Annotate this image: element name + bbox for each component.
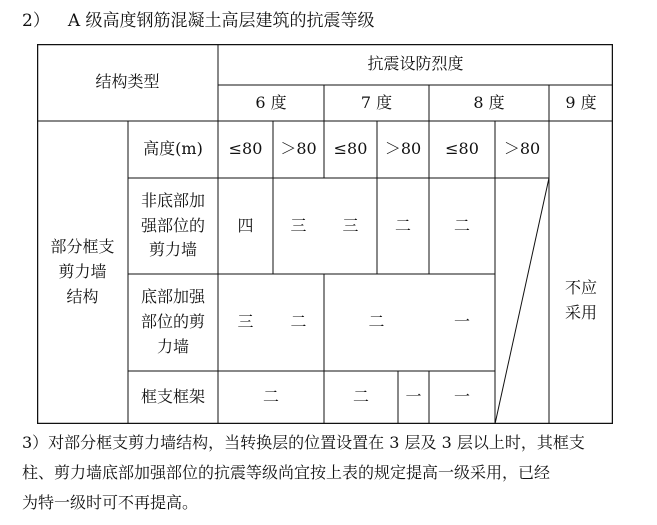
- height-cell: ＞80: [503, 139, 541, 159]
- intensity-6: 6 度: [255, 92, 287, 112]
- seismic-grade-table: [37, 44, 613, 424]
- label-line: 力墙: [156, 336, 189, 356]
- grade-cell: 二: [290, 312, 307, 332]
- grade-cell: 二: [368, 312, 385, 332]
- heading-number: 2）: [22, 11, 50, 31]
- note-line: 采用: [564, 303, 597, 322]
- height-cell: ≤80: [228, 139, 263, 159]
- nine-degree-note: [549, 178, 613, 424]
- footnote-line: 柱、剪力墙底部加强部位的抗震等级尚宜按上表的规定提高一级采用，已经: [22, 463, 551, 482]
- group-label-line: 结构: [66, 286, 99, 306]
- frame-row-label: 框支框架: [140, 387, 205, 407]
- intensity-7: 7 度: [360, 92, 393, 112]
- grade-cell: 二: [262, 387, 279, 407]
- footnote-line: 为特一级时可不再提高。: [22, 493, 199, 512]
- footnote: [22, 428, 642, 518]
- group-label-line: 剪力墙: [58, 262, 107, 282]
- grade-cell: 一: [453, 387, 470, 407]
- height-row-label: 高度(m): [143, 139, 203, 159]
- label-line: 底部加强: [140, 287, 205, 307]
- grade-cell: 四: [237, 215, 254, 235]
- grade-cell: 二: [394, 215, 411, 235]
- heading-title: A 级高度钢筋混凝土高层建筑的抗震等级: [67, 11, 375, 31]
- grade-cell: 三: [342, 215, 359, 235]
- section-heading: [22, 6, 375, 31]
- non-base-row-label: [128, 178, 218, 274]
- label-line: 非底部加: [140, 190, 205, 210]
- intensity-header: 抗震设防烈度: [367, 54, 464, 74]
- intensity-8: 8 度: [473, 92, 505, 112]
- note-line: 不应: [564, 278, 597, 298]
- grade-cell: 二: [453, 215, 470, 235]
- height-cell: ≤80: [445, 139, 479, 159]
- height-cell: ≤80: [333, 139, 368, 159]
- grade-cell: 一: [405, 387, 422, 407]
- base-row-label: [128, 274, 218, 371]
- label-line: 部位的剪: [140, 312, 205, 332]
- structure-type-header: 结构类型: [95, 72, 160, 92]
- label-line: 强部位的: [140, 215, 205, 235]
- grade-cell: 三: [237, 312, 254, 332]
- label-line: 剪力墙: [148, 240, 197, 260]
- height-cell: ＞80: [280, 139, 317, 159]
- group-label-line: 部分框支: [50, 237, 115, 257]
- group-label: [37, 121, 128, 424]
- grade-cell: 二: [352, 387, 369, 407]
- intensity-9: 9 度: [565, 92, 597, 112]
- grade-cell: 三: [290, 215, 307, 235]
- footnote-line: 3）对部分框支剪力墙结构，当转换层的位置设置在 3 层及 3 层以上时，其框支: [22, 433, 585, 452]
- grade-cell: 一: [453, 312, 470, 332]
- height-cell: ＞80: [384, 139, 422, 159]
